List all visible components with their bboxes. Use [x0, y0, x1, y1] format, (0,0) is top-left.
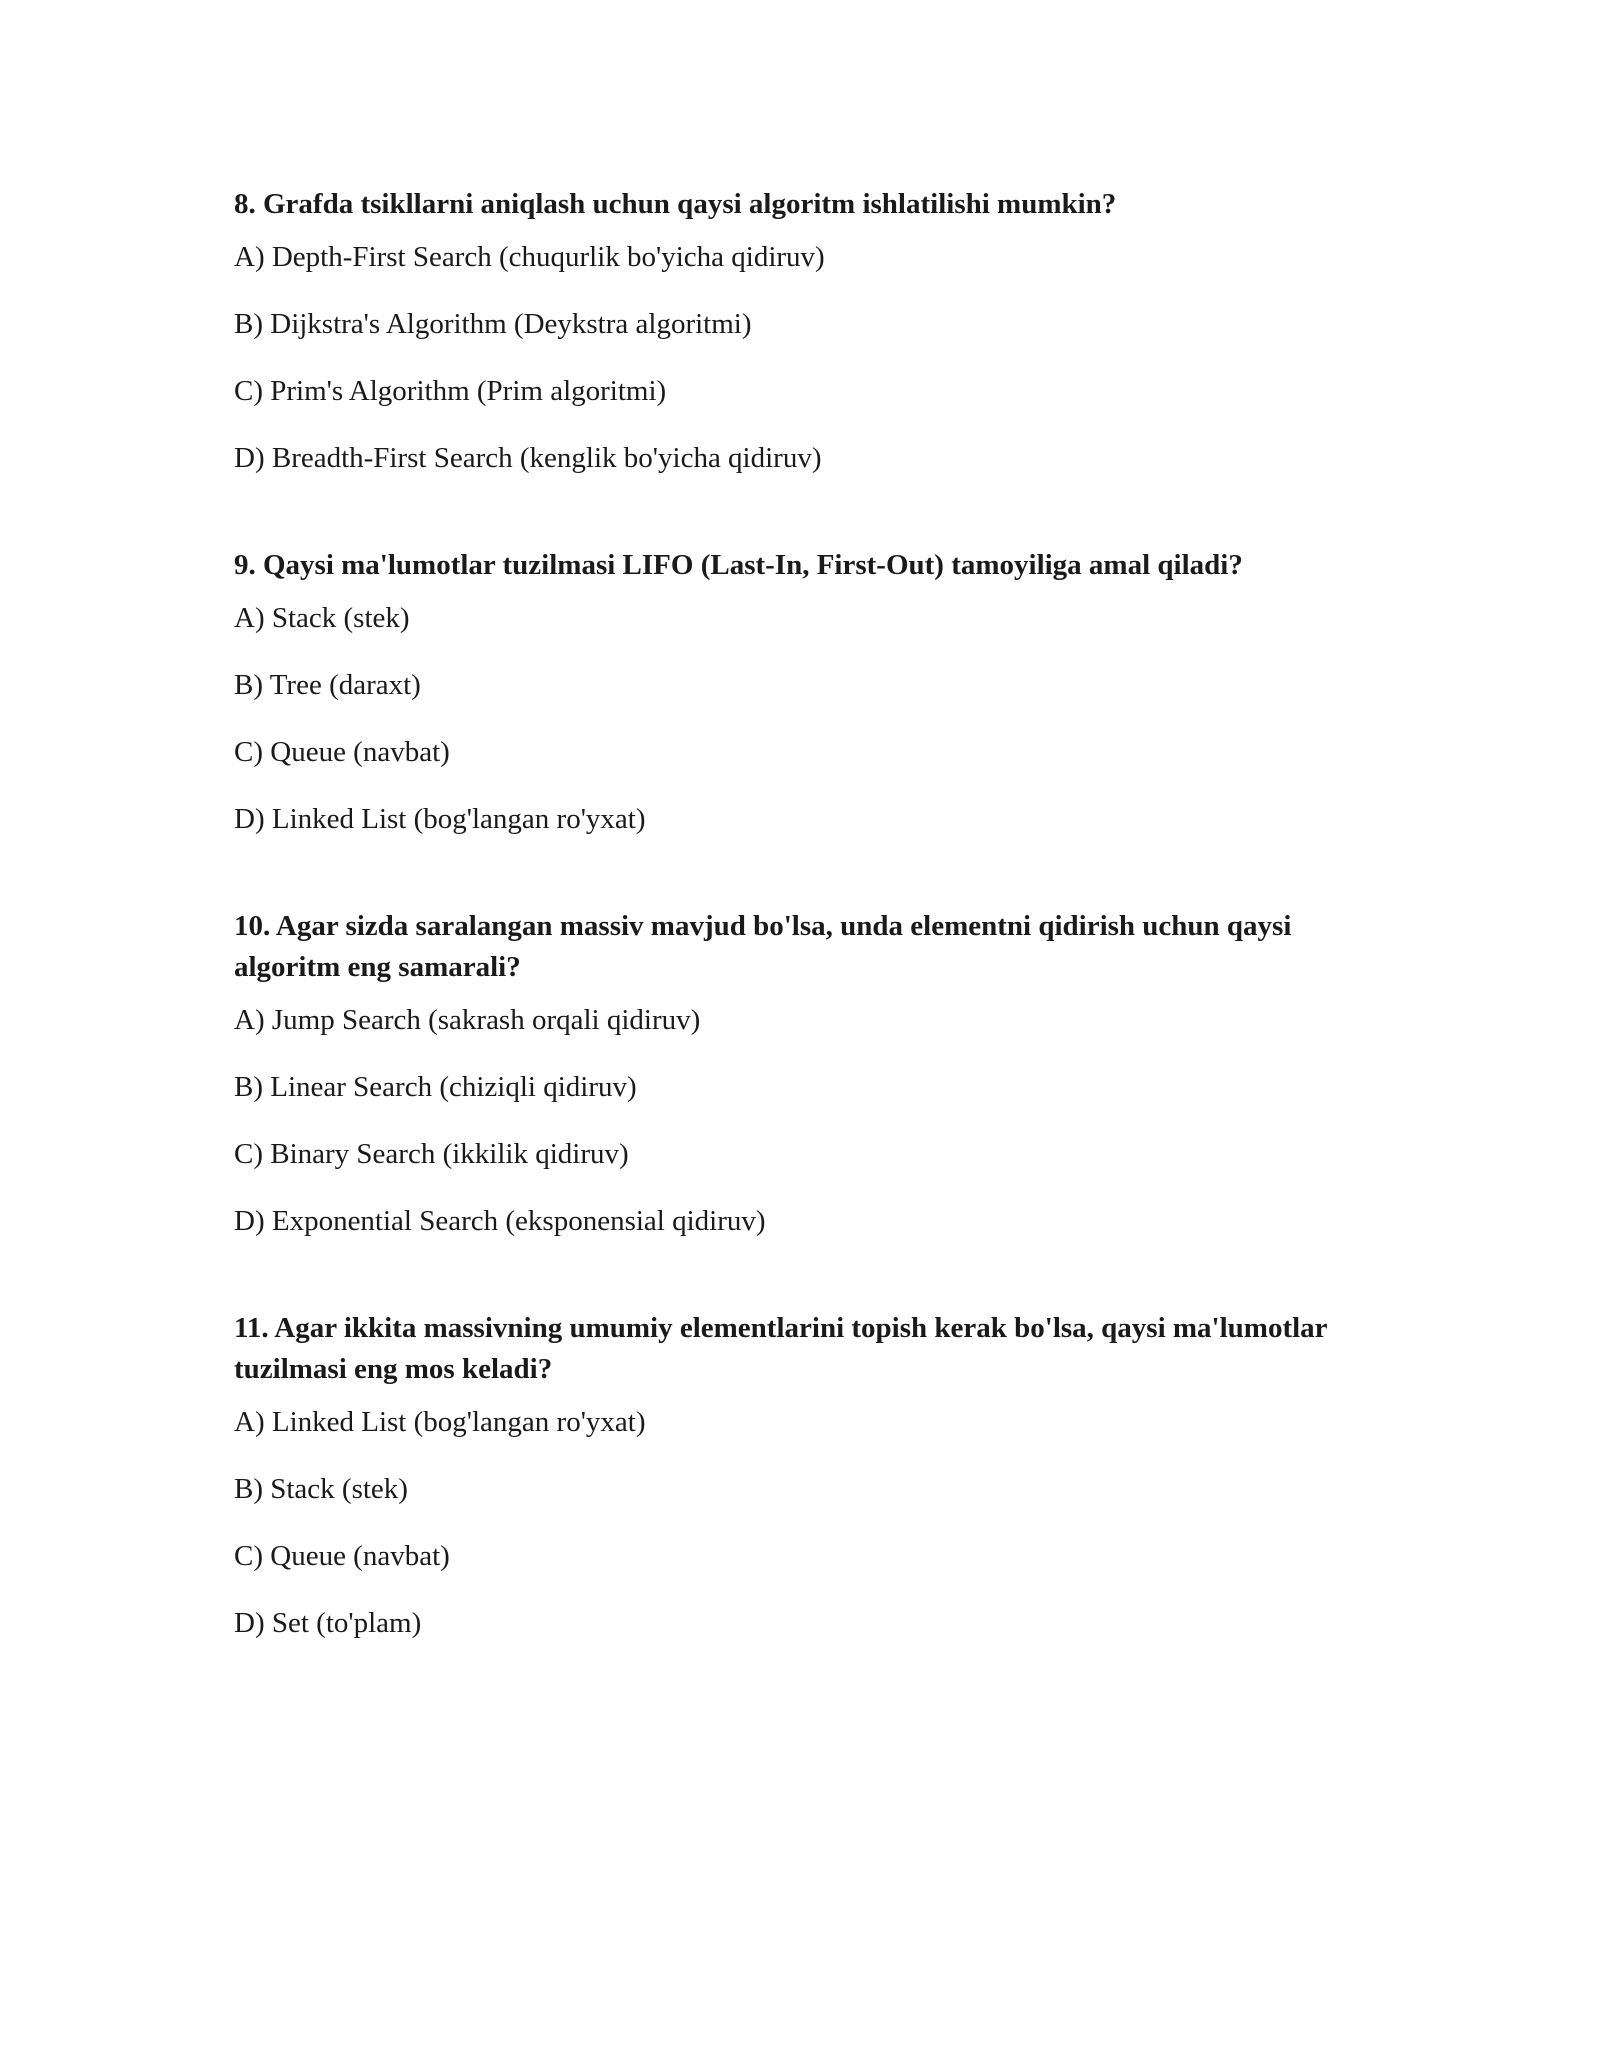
question-text: 8. Grafda tsikllarni aniqlash uchun qaysi algoritm ishlatilishi mumkin? — [234, 188, 1117, 220]
option-b: B) Dijkstra's Algorithm (Deykstra algoritmi) — [234, 308, 752, 340]
option-b: B) Stack (stek) — [234, 1473, 408, 1505]
option-c: C) Queue (navbat) — [234, 736, 450, 768]
option-d: D) Linked List (bog'langan ro'yxat) — [234, 803, 646, 835]
option-c: C) Queue (navbat) — [234, 1540, 450, 1572]
option-a: A) Linked List (bog'langan ro'yxat) — [234, 1406, 646, 1438]
question-text: 9. Qaysi ma'lumotlar tuzilmasi LIFO (Last-In, First-Out) tamoyiliga amal qiladi? — [234, 549, 1243, 581]
option-b: B) Linear Search (chiziqli qidiruv) — [234, 1071, 637, 1103]
option-d: D) Breadth-First Search (kenglik bo'yicha qidiruv) — [234, 442, 822, 474]
question-9 — [234, 545, 1374, 840]
option-a: A) Jump Search (sakrash orqali qidiruv) — [234, 1004, 701, 1036]
option-c: C) Binary Search (ikkilik qidiruv) — [234, 1138, 629, 1170]
question-10 — [234, 906, 1374, 1242]
option-b: B) Tree (daraxt) — [234, 669, 421, 701]
option-a: A) Stack (stek) — [234, 602, 410, 634]
answer-options — [234, 598, 1374, 840]
question-11 — [234, 1308, 1374, 1644]
option-d: D) Exponential Search (eksponensial qidiruv) — [234, 1205, 766, 1237]
question-8 — [234, 184, 1374, 479]
option-c: C) Prim's Algorithm (Prim algoritmi) — [234, 375, 667, 407]
question-text: 11. Agar ikkita massivning umumiy elementlarini topish kerak bo'lsa, qaysi ma'lumotlar tuzilmasi eng mos keladi? — [234, 1312, 1328, 1385]
answer-options — [234, 1402, 1374, 1644]
option-d: D) Set (to'plam) — [234, 1607, 422, 1639]
question-list — [234, 184, 1374, 1644]
option-a: A) Depth-First Search (chuqurlik bo'yicha qidiruv) — [234, 241, 825, 273]
answer-options — [234, 237, 1374, 479]
question-text: 10. Agar sizda saralangan massiv mavjud bo'lsa, unda elementni qidirish uchun qaysi algoritm eng samarali? — [234, 910, 1292, 983]
answer-options — [234, 1000, 1374, 1242]
